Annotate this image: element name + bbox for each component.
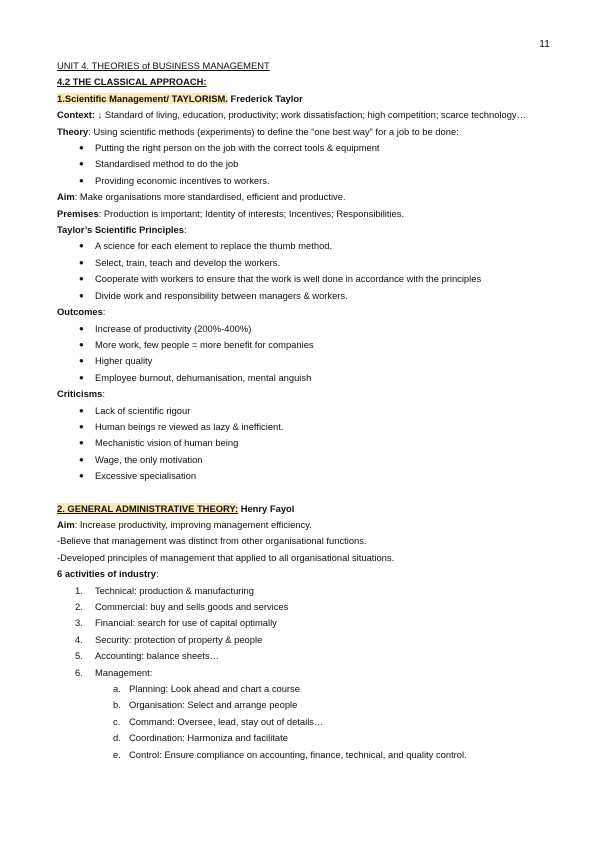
list-item: ● Providing economic incentives to workers. [79, 173, 547, 189]
list-item [75, 632, 547, 648]
admin-aim-paragraph [57, 517, 547, 533]
scientific-management-author: Frederick Taylor [227, 92, 303, 104]
premises-label: Premises [57, 207, 99, 219]
list-marker: 5. [75, 650, 83, 662]
principles-label: Taylor’s Scientific Principles [57, 224, 184, 236]
context-text: ↓ Standard of living, education, productivity; work dissatisfaction; high competition; scarce technology… [95, 109, 526, 121]
activities-list [75, 583, 547, 681]
context-paragraph [57, 107, 547, 123]
list-item: ● Human beings re viewed as lazy & inefficient. [79, 419, 547, 435]
activities-label: 6 activities of industry [57, 568, 156, 580]
scientific-management-heading-highlight: 1.Scientific Management/ TAYLORISM. [57, 92, 228, 104]
list-item: ● Putting the right person on the job with the correct tools & equipment [79, 140, 547, 156]
section-title: 4.2 THE CLASSICAL APPROACH: [57, 76, 207, 88]
list-item: ● More work, few people = more benefit for companies [79, 337, 547, 353]
list-item [113, 747, 547, 763]
outcomes-list [79, 321, 547, 387]
administrative-theory-heading [57, 501, 547, 517]
theory-paragraph [57, 124, 547, 140]
admin-aim-text: : Increase productivity, improving management efficiency. [74, 518, 312, 530]
premises-text: : Production is important; Identity of interests; Incentives; Responsibilities. [98, 207, 405, 219]
principles-list [79, 238, 547, 304]
list-item-text: Financial: search for use of capital optimally [95, 617, 277, 629]
list-item: ● Mechanistic vision of human being [79, 435, 547, 451]
list-marker: a. [113, 683, 121, 695]
list-item [75, 665, 547, 681]
list-item [113, 681, 547, 697]
list-item-text: Commercial: buy and sells goods and services [95, 601, 289, 612]
premises-paragraph [57, 206, 547, 222]
list-marker: 1. [75, 584, 83, 596]
list-item-text: Management: [95, 666, 153, 678]
aim-paragraph [57, 189, 547, 205]
theory-label: Theory [57, 125, 89, 137]
list-marker: c. [113, 715, 121, 727]
activities-heading [57, 566, 547, 582]
list-item: ● Lack of scientific rigour [79, 403, 547, 419]
administrative-theory-author: Henry Fayol [238, 502, 295, 514]
page-number: 11 [539, 38, 550, 50]
list-item [75, 615, 547, 631]
list-marker: e. [113, 748, 121, 760]
list-item: ● Excessive specialisation [79, 468, 547, 484]
list-item [75, 648, 547, 664]
list-item-text: Command: Oversee, lead, stay out of details… [129, 715, 324, 727]
list-item-text: Organisation: Select and arrange people [129, 699, 298, 711]
principles-heading [57, 222, 547, 238]
criticisms-colon: : [102, 388, 105, 400]
list-marker: d. [113, 732, 121, 744]
list-item: ● Divide work and responsibility between managers & workers. [79, 288, 547, 304]
list-item-text: Planning: Look ahead and chart a course [129, 683, 300, 695]
context-label: Context: [57, 109, 96, 121]
list-item: ● Wage, the only motivation [79, 452, 547, 468]
list-item: ● A science for each element to replace the thumb method. [79, 238, 547, 254]
list-item: ● Increase of productivity (200%-400%) [79, 321, 547, 337]
activities-colon: : [156, 568, 159, 580]
list-item [113, 714, 547, 730]
principles-colon: : [183, 224, 187, 236]
list-item-text: Security: protection of property & people [95, 633, 263, 645]
management-sublist [113, 681, 547, 763]
criticisms-heading [57, 386, 547, 402]
list-item: ● Higher quality [79, 353, 547, 369]
criticisms-label: Criticisms [57, 388, 103, 400]
outcomes-colon: : [102, 306, 106, 318]
list-item-text: Technical: production & manufacturing [95, 584, 254, 596]
admin-aim-label: Aim [57, 518, 75, 530]
list-item: ● Cooperate with workers to ensure that the work is well done in accordance with the principles [79, 271, 547, 287]
list-item: ● Standardised method to do the job [79, 156, 547, 172]
list-item [113, 730, 547, 746]
list-item [75, 599, 547, 615]
list-item [113, 697, 547, 713]
theory-text: : Using scientific methods (experiments) to define the “one best way” for a job to be done: [88, 125, 459, 137]
list-item-text: Control: Ensure compliance on accounting, finance, technical, and quality control. [129, 748, 467, 760]
list-item: ● Select, train, teach and develop the workers. [79, 255, 547, 271]
admin-line-2: -Developed principles of management that applied to all organisational situations. [57, 551, 395, 563]
list-item [75, 583, 547, 599]
document-body [57, 58, 547, 763]
admin-line-1: -Believe that management was distinct from other organisational functions. [57, 535, 367, 547]
list-marker: 6. [75, 666, 83, 678]
aim-text: : Make organisations more standardised, efficient and productive. [74, 191, 346, 203]
outcomes-label: Outcomes [57, 306, 103, 318]
list-marker: 4. [75, 633, 83, 645]
list-marker: b. [113, 699, 121, 711]
criticisms-list [79, 403, 547, 485]
administrative-theory-heading-highlight: 2. GENERAL ADMINISTRATIVE THEORY: [57, 502, 239, 514]
section-spacer [57, 485, 547, 501]
list-item-text: Coordination: Harmoniza and facilitate [129, 732, 288, 744]
list-item-text: Accounting: balance sheets… [95, 650, 220, 662]
list-marker: 2. [75, 601, 83, 612]
theory-list [79, 140, 547, 189]
list-item: ● Employee burnout, dehumanisation, mental anguish [79, 370, 547, 386]
list-marker: 3. [75, 617, 83, 629]
aim-label: Aim [57, 191, 75, 203]
unit-title: UNIT 4. THEORIES of BUSINESS MANAGEMENT [57, 60, 270, 71]
outcomes-heading [57, 304, 547, 320]
scientific-management-heading [57, 91, 547, 107]
